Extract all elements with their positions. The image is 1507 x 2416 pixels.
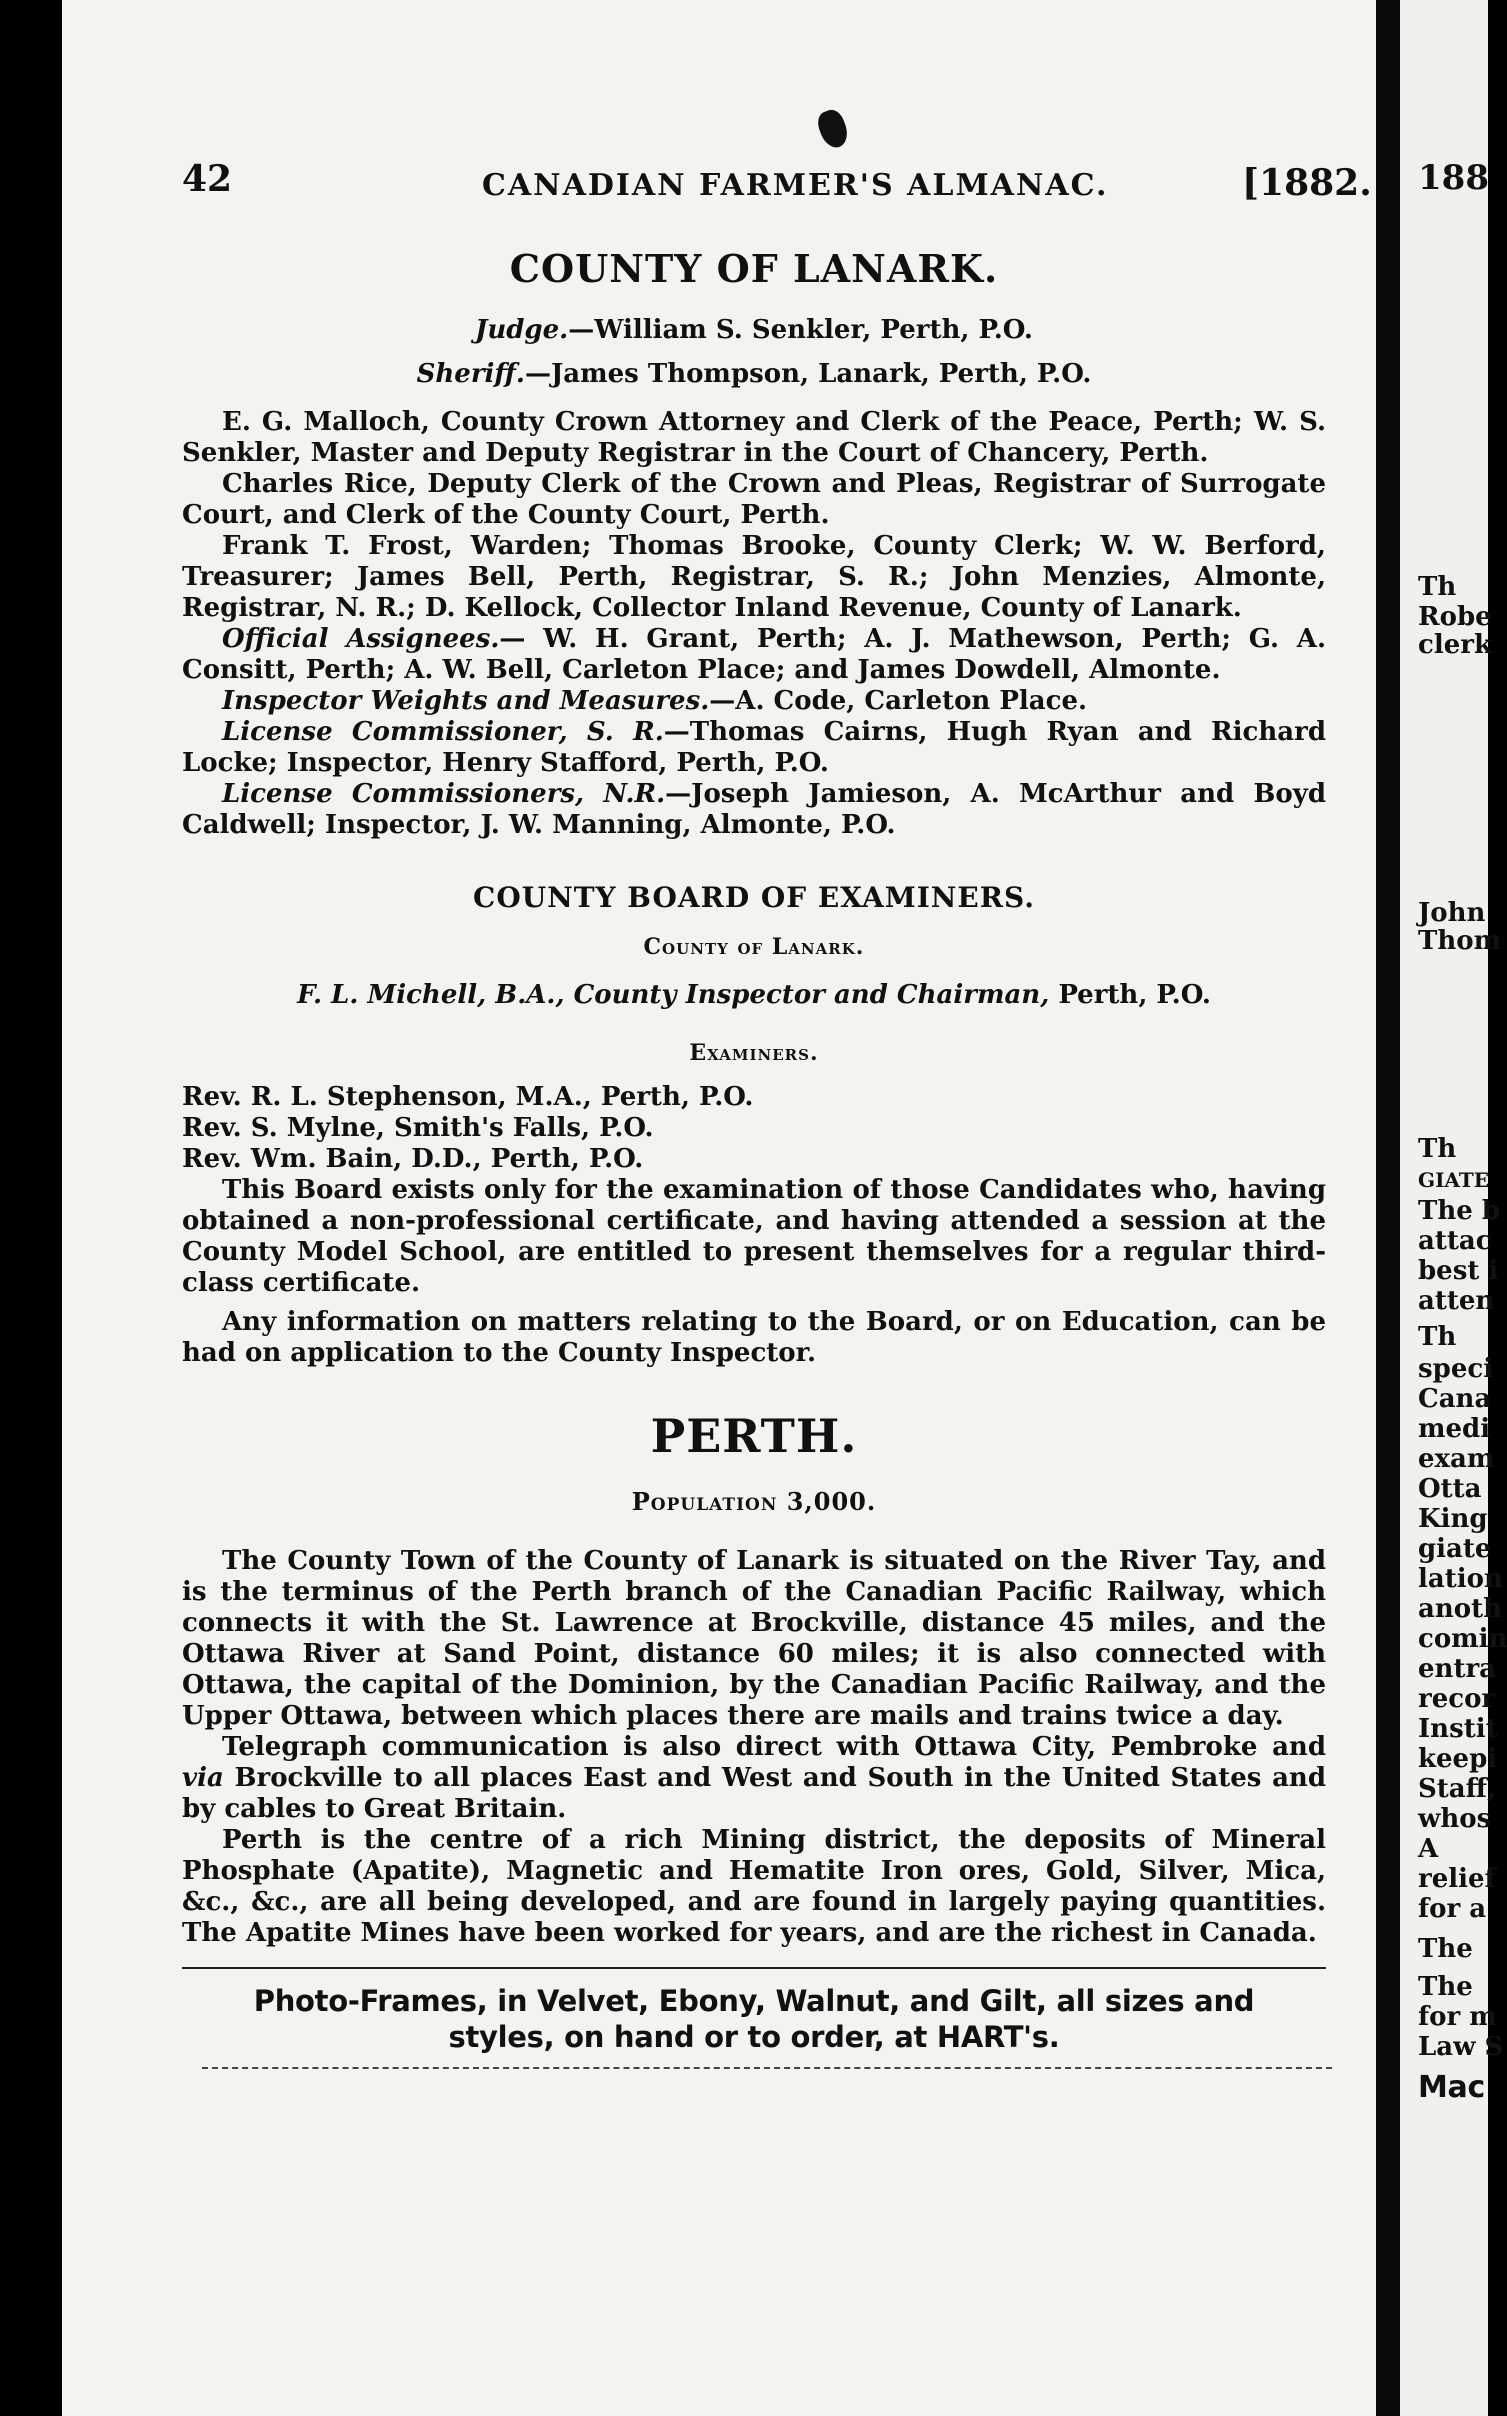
officials-paragraph: E. G. Malloch, County Crown Attorney and Clerk of the Peace, Perth; W. S. Senkler, Master and Deputy Registrar in the Court of Chancery, Perth. [182, 407, 1326, 468]
perth-paragraph: The County Town of the County of Lanark is situated on the River Tay, and is the terminus of the Perth branch of the Canadian Pacific Railway, which connects it with the St. Lawrence at Brockville, distance 45 miles, and the Ottawa River at Sand Point, distance 60 miles; it is also connected with Ottawa, the capital of the Dominion, by the Canadian Pacific Railway, and the Upper Ottawa, between which places there are mails and trains twice a day. [182, 1546, 1326, 1731]
weights-label: Inspector Weights and Measures. [222, 686, 710, 716]
board-paragraph: Any information on matters relating to the Board, or on Education, can be had on application to the County Inspector. [182, 1307, 1326, 1368]
facing-line: Th [1418, 1322, 1457, 1352]
facing-line: Otta [1418, 1474, 1482, 1504]
facing-line: Robe [1418, 602, 1492, 632]
weights-text: —A. Code, Carleton Place. [709, 686, 1088, 716]
facing-line: keepi [1418, 1744, 1498, 1774]
book-gutter [1376, 0, 1400, 2416]
facing-line: A [1418, 1834, 1439, 1864]
sheriff-label: Sheriff. [416, 359, 525, 389]
inspector-plain: Perth, P.O. [1049, 980, 1211, 1010]
judge-label: Judge. [475, 315, 569, 345]
county-title: COUNTY OF LANARK. [509, 246, 999, 291]
facing-page [1400, 0, 1507, 2416]
facing-line: medi [1418, 1414, 1491, 1444]
facing-line: for m [1418, 2002, 1497, 2032]
telegraph-text-b: Brockville to all places East and West and South in the United States and by cables to Great Britain. [182, 1763, 1326, 1824]
perth-population: Population 3,000. [631, 1487, 877, 1516]
facing-line: Thom [1418, 926, 1502, 956]
facing-line: exam [1418, 1444, 1495, 1474]
facing-line: The b [1418, 1196, 1501, 1226]
facing-line: 188 [1418, 158, 1489, 198]
advert-line: styles, on hand or to order, at HART's. [448, 2020, 1060, 2054]
facing-line: recor [1418, 1684, 1496, 1714]
board-paragraph: This Board exists only for the examination of those Candidates who, having obtained a non-professional certificate, and having attended a session at the County Model School, are entitled to present themselves for a regular third-class certificate. [182, 1175, 1326, 1298]
facing-line: Cana [1418, 1384, 1492, 1414]
telegraph-paragraph [182, 1732, 1326, 1825]
examiners-title: Examiners. [689, 1040, 819, 1066]
facing-line: giate [1418, 1534, 1492, 1564]
assignees-paragraph [182, 624, 1326, 686]
officials-paragraph: Charles Rice, Deputy Clerk of the Crown and Pleas, Registrar of Surrogate Court, and Clerk of the County Court, Perth. [182, 469, 1326, 530]
advert-line: Photo-Frames, in Velvet, Ebony, Walnut, and Gilt, all sizes and [253, 1984, 1255, 2018]
facing-line: Mac [1418, 2070, 1485, 2105]
facing-line: comin [1418, 1624, 1507, 1654]
facing-line: Th [1418, 1134, 1457, 1164]
running-title: CANADIAN FARMER'S ALMANAC. [482, 168, 1109, 203]
bottom-divider [202, 2067, 1332, 2069]
facing-line: attac [1418, 1226, 1492, 1256]
facing-line: anoth [1418, 1594, 1503, 1624]
examiners-list [182, 1082, 1326, 1175]
facing-line: The [1418, 1934, 1473, 1964]
facing-line: atten [1418, 1286, 1495, 1316]
facing-line: whos [1418, 1804, 1492, 1834]
advertisement [182, 1983, 1326, 2055]
assignees-label: Official Assignees. [222, 624, 500, 654]
license-south-paragraph [182, 717, 1326, 779]
facing-line: Staff, [1418, 1774, 1497, 1804]
running-header [182, 158, 1392, 208]
license-north-label: License Commissioners, N.R. [222, 779, 666, 809]
facing-line: relief [1418, 1864, 1496, 1894]
header-year: [1882. [1242, 162, 1372, 204]
facing-line: King [1418, 1504, 1488, 1534]
facing-line: for a [1418, 1894, 1487, 1924]
page-number: 42 [182, 158, 233, 200]
inspector-italic: F. L. Michell, B.A., County Inspector and Chairman, [297, 980, 1050, 1010]
facing-line: clerk [1418, 630, 1492, 660]
assignees-text: — W. H. Grant, Perth; A. J. Mathewson, Perth; G. A. Consitt, Perth; A. W. Bell, Carleton Place; and James Dowdell, Almonte. [182, 624, 1326, 685]
license-south-label: License Commissioner, S. R. [222, 717, 664, 747]
facing-line: best i [1418, 1256, 1499, 1286]
sheriff-text: —James Thompson, Lanark, Perth, P.O. [524, 359, 1092, 389]
facing-line: lation [1418, 1564, 1503, 1594]
license-south-text: —Thomas Cairns, Hugh Ryan and Richard Locke; Inspector, Henry Stafford, Perth, P.O. [182, 717, 1326, 778]
facing-line: GIATE [1418, 1168, 1489, 1192]
facing-line: entra [1418, 1654, 1496, 1684]
facing-line: The [1418, 1972, 1473, 2002]
facing-line: John [1418, 898, 1486, 928]
officials-paragraph: Frank T. Frost, Warden; Thomas Brooke, County Clerk; W. W. Berford, Treasurer; James Bell, Perth, Registrar, S. R.; John Menzies, Almonte, Registrar, N. R.; D. Kellock, Collector Inland Revenue, County of Lanark. [182, 531, 1326, 623]
mining-paragraph: Perth is the centre of a rich Mining district, the deposits of Mineral Phosphate (Apatite), Magnetic and Hematite Iron ores, Gold, Silver, Mica, &c., &c., are all being developed, and are found in largely paying quantities. The Apatite Mines have been worked for years, and are the richest in Canada. [182, 1825, 1326, 1948]
telegraph-via: via [182, 1763, 224, 1793]
telegraph-text-a: Telegraph communication is also direct with Ottawa City, Pembroke and [222, 1732, 1326, 1762]
facing-line: speci [1418, 1354, 1494, 1384]
examiner-entry: Rev. R. L. Stephenson, M.A., Perth, P.O. [182, 1082, 754, 1112]
sheriff-line [182, 355, 1326, 393]
license-north-paragraph [182, 779, 1326, 841]
facing-line: Instit [1418, 1714, 1498, 1744]
weights-paragraph [182, 686, 1326, 717]
divider [182, 1967, 1326, 1969]
judge-text: —William S. Senkler, Perth, P.O. [568, 315, 1033, 345]
perth-title: PERTH. [650, 1409, 858, 1463]
facing-line: Th [1418, 572, 1457, 602]
examiner-entry: Rev. Wm. Bain, D.D., Perth, P.O. [182, 1144, 644, 1174]
board-subtitle: County of Lanark. [643, 934, 865, 960]
inspector-line [182, 976, 1326, 1014]
page-content [182, 246, 1326, 2069]
examiner-entry: Rev. S. Mylne, Smith's Falls, P.O. [182, 1113, 654, 1143]
board-title: COUNTY BOARD OF EXAMINERS. [473, 881, 1035, 914]
judge-line [182, 311, 1326, 349]
license-north-text: —Joseph Jamieson, A. McArthur and Boyd Caldwell; Inspector, J. W. Manning, Almonte, P.O. [182, 779, 1326, 840]
facing-line: Law S [1418, 2032, 1504, 2062]
